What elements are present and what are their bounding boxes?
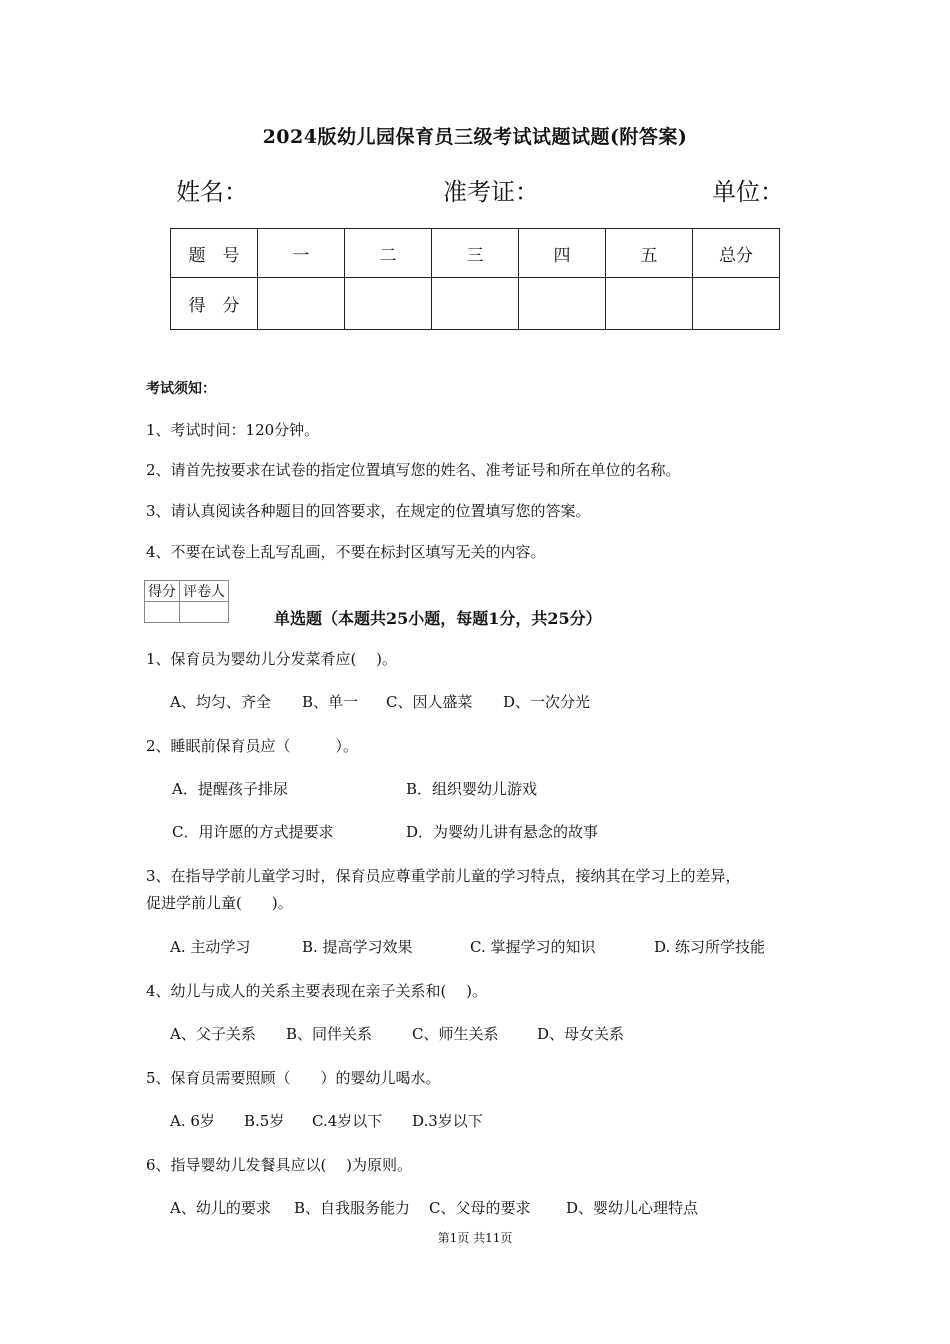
- grader-score-cell[interactable]: [145, 602, 180, 623]
- grader-score-label: 得分: [145, 581, 180, 602]
- question-option[interactable]: C．用许愿的方式提要求: [172, 823, 334, 841]
- section-title: 单选题（本题共25小题，每题1分，共25分）: [274, 609, 602, 628]
- question-option[interactable]: B.5岁: [244, 1112, 285, 1130]
- notice-heading: 考试须知：: [146, 381, 216, 397]
- question-option[interactable]: B、同伴关系: [286, 1025, 373, 1043]
- question-option[interactable]: D、母女关系: [537, 1025, 625, 1043]
- score-cell[interactable]: [345, 278, 432, 330]
- question-stem: 1、保育员为婴幼儿分发菜肴应( )。: [146, 650, 398, 668]
- score-header-cell: 题 号: [171, 229, 258, 278]
- question-option[interactable]: D．为婴幼儿讲有悬念的故事: [406, 823, 599, 841]
- question-option[interactable]: A. 6岁: [170, 1112, 215, 1130]
- grader-reviewer-label: 评卷人: [180, 581, 229, 602]
- question-stem-continued: 促进学前儿童( )。: [146, 894, 293, 912]
- notice-item: 4、不要在试卷上乱写乱画，不要在标封区填写无关的内容。: [146, 543, 546, 561]
- question-option[interactable]: D.3岁以下: [412, 1112, 483, 1130]
- score-row-label: 得 分: [171, 278, 258, 330]
- score-cell[interactable]: [519, 278, 606, 330]
- score-cell[interactable]: [258, 278, 345, 330]
- question-option[interactable]: D. 练习所学技能: [654, 938, 766, 956]
- page-footer: 第1页 共11页: [437, 1231, 513, 1245]
- score-header-cell: 一: [258, 229, 345, 278]
- question-option[interactable]: C. 掌握学习的知识: [470, 938, 596, 956]
- question-option[interactable]: D、婴幼儿心理特点: [566, 1199, 699, 1217]
- question-option[interactable]: C、师生关系: [412, 1025, 499, 1043]
- question-option[interactable]: C、因人盛菜: [386, 693, 473, 711]
- question-stem: 3、在指导学前儿童学习时，保育员应尊重学前儿童的学习特点，接纳其在学习上的差异，: [146, 867, 741, 885]
- notice-item: 1、考试时间：120分钟。: [146, 421, 320, 439]
- score-header-cell: 三: [432, 229, 519, 278]
- question-option[interactable]: A、幼儿的要求: [170, 1199, 271, 1217]
- grader-reviewer-cell[interactable]: [180, 602, 229, 623]
- score-table-score-row: [171, 278, 780, 330]
- notice-item: 2、请首先按要求在试卷的指定位置填写您的姓名、准考证号和所在单位的名称。: [146, 461, 681, 479]
- question-option[interactable]: D、一次分光: [503, 693, 591, 711]
- score-header-cell: 四: [519, 229, 606, 278]
- name-field-label: 姓名：: [176, 178, 248, 206]
- score-cell[interactable]: [693, 278, 780, 330]
- grader-box: [144, 580, 229, 623]
- document-title: 2024版幼儿园保育员三级考试试题试题(附答案): [262, 126, 688, 148]
- question-option[interactable]: B、自我服务能力: [294, 1199, 411, 1217]
- score-header-cell: 二: [345, 229, 432, 278]
- unit-field-label: 单位：: [712, 178, 784, 206]
- score-cell[interactable]: [606, 278, 693, 330]
- question-stem: 5、保育员需要照顾（ ）的婴幼儿喝水。: [146, 1069, 441, 1087]
- question-option[interactable]: A．提醒孩子排尿: [172, 780, 288, 798]
- question-option[interactable]: C.4岁以下: [312, 1112, 383, 1130]
- question-option[interactable]: B．组织婴幼儿游戏: [406, 780, 538, 798]
- question-stem: 4、幼儿与成人的关系主要表现在亲子关系和( )。: [146, 982, 488, 1000]
- question-option[interactable]: C、父母的要求: [429, 1199, 531, 1217]
- score-header-cell: 总分: [693, 229, 780, 278]
- question-option[interactable]: A、父子关系: [170, 1025, 256, 1043]
- question-option[interactable]: B. 提高学习效果: [302, 938, 413, 956]
- question-stem: 6、指导婴幼儿发餐具应以( )为原则。: [146, 1156, 413, 1174]
- notice-item: 3、请认真阅读各种题目的回答要求，在规定的位置填写您的答案。: [146, 502, 591, 520]
- score-cell[interactable]: [432, 278, 519, 330]
- question-option[interactable]: A、均匀、齐全: [170, 693, 271, 711]
- question-option[interactable]: B、单一: [302, 693, 359, 711]
- question-stem: 2、睡眠前保育员应（ ）。: [146, 737, 359, 755]
- score-table-header-row: [171, 229, 780, 278]
- score-header-cell: 五: [606, 229, 693, 278]
- score-table: [170, 228, 780, 330]
- question-option[interactable]: A. 主动学习: [170, 938, 251, 956]
- exam-number-field-label: 准考证：: [443, 178, 539, 206]
